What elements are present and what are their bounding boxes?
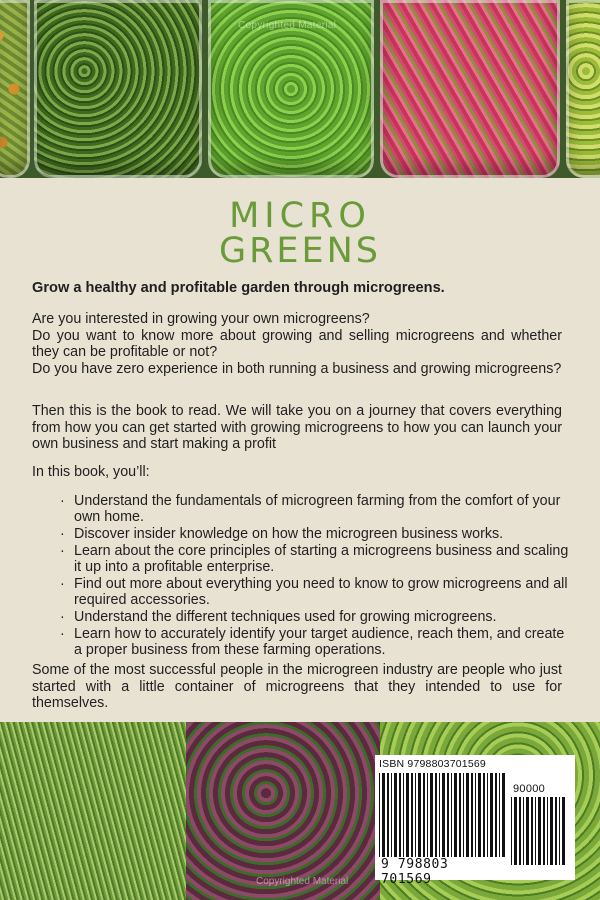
microgreen-tray <box>380 0 560 178</box>
microgreen-patch <box>186 722 386 900</box>
list-item: · Understand the fundamentals of microgreen farming from the comfort of your own home. <box>60 493 570 525</box>
isbn-label: ISBN 9798803701569 <box>379 758 486 770</box>
book-title-line2: GREENS <box>218 231 382 271</box>
microgreen-tray <box>0 0 30 178</box>
price-barcode-icon <box>511 797 567 865</box>
list-item: · Learn about the core principles of starting a microgreens business and scaling it up into a profitable enterprise. <box>60 543 570 575</box>
questions-block <box>32 311 562 377</box>
tagline: Grow a healthy and profitable garden through microgreens. <box>32 280 445 296</box>
question: Are you interested in growing your own microgreens? <box>32 311 370 327</box>
microgreen-tray <box>34 0 202 178</box>
book-title-line1: MICRO <box>229 196 371 236</box>
isbn-barcode-box <box>375 755 575 887</box>
in-this-book-heading: In this book, you’ll: <box>32 464 150 480</box>
microgreen-tray <box>566 0 600 178</box>
microgreen-patch <box>0 722 190 900</box>
bullet-list <box>60 493 570 659</box>
list-item: · Find out more about everything you need to know to grow microgreens and all required accessories. <box>60 576 570 608</box>
watermark-top: Copyrighted Material <box>238 20 337 31</box>
list-item: · Learn how to accurately identify your target audience, reach them, and create a proper business from these farming operations. <box>60 626 570 658</box>
intro-paragraph: Then this is the book to read. We will take you on a journey that covers everything from how you can get started with growing microgreens to how you can launch your own business and start making a profit <box>32 403 562 452</box>
price-code: 90000 <box>513 783 546 795</box>
top-photo-band <box>0 0 600 178</box>
list-item: · Understand the different techniques used for growing microgreens. <box>60 609 570 625</box>
isbn-digits: 9 798803 701569 <box>381 857 449 887</box>
barcode-icon <box>379 773 507 857</box>
closing-paragraph: Some of the most successful people in the microgreen industry are people who just started with a little container of microgreens that they intended to use for themselves. <box>32 662 562 711</box>
question: Do you want to know more about growing and selling microgreens and whether they can be profitable or not? <box>32 327 562 360</box>
question: Do you have zero experience in both running a business and growing microgreens? <box>32 360 562 377</box>
watermark-bottom: Copyrighted Material <box>256 876 349 887</box>
list-item: · Discover insider knowledge on how the microgreen business works. <box>60 526 570 542</box>
